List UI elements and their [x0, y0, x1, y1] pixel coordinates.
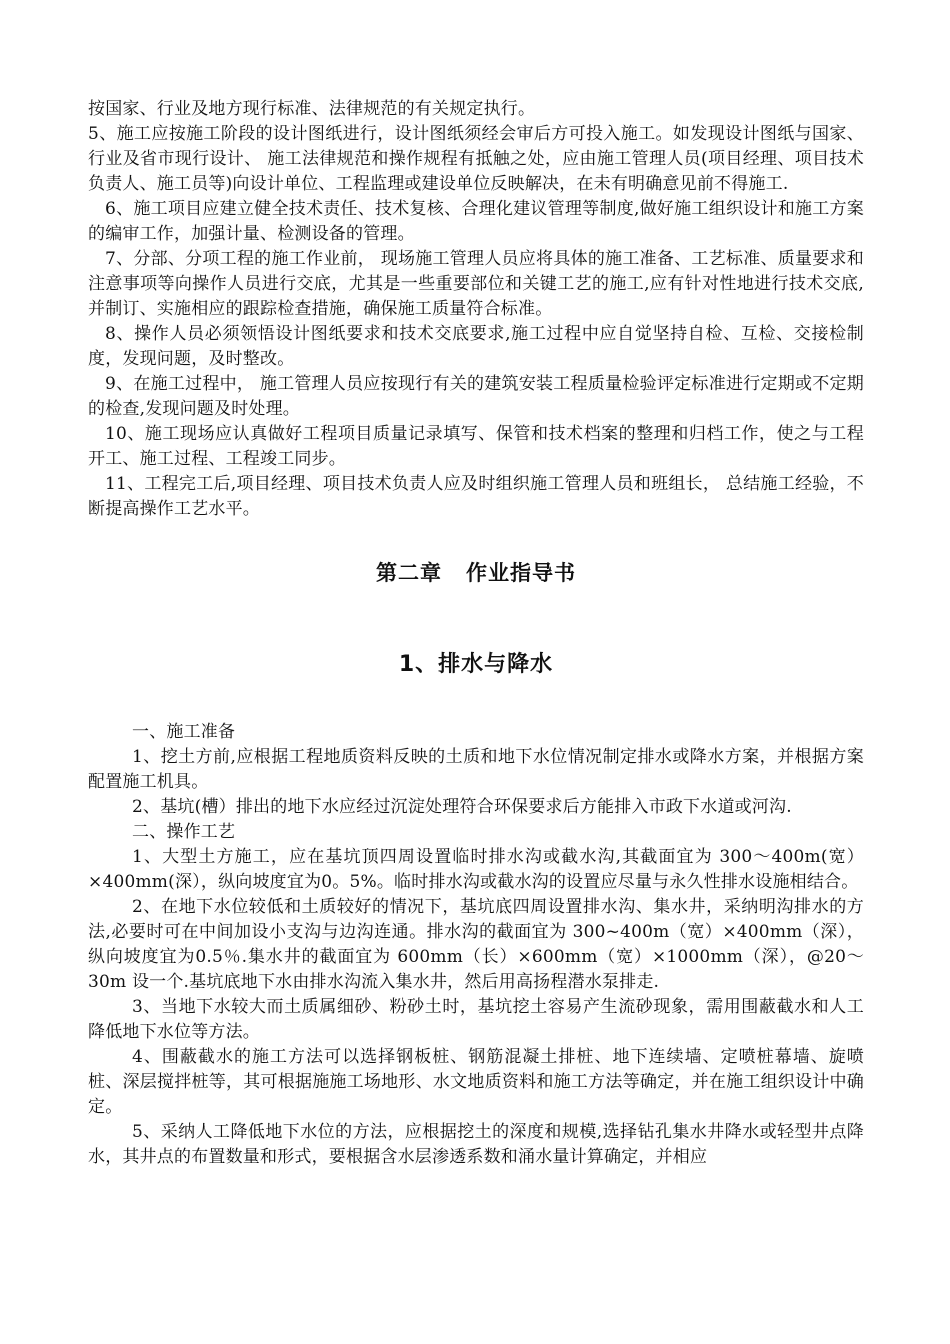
- intro-paragraph-5: 5、施工应按施工阶段的设计图纸进行，设计图纸须经会审后方可投入施工。如发现设计图纸与国家、行业及省市现行设计、 施工法律规范和操作规程有抵触之处，应由施工管理人员(项目经理、项目技术负责人、施工员等)向设计单位、工程监理或建设单位反映解决，在未有明确意见前不得施工.: [88, 124, 864, 194]
- body-paragraph: 1、挖土方前,应根据工程地质资料反映的土质和地下水位情况制定排水或降水方案，并根据方案配置施工机具。: [88, 747, 864, 792]
- intro-paragraph-11: 11、工程完工后,项目经理、项目技术负责人应及时组织施工管理人员和班组长， 总结施工经验，不断提高操作工艺水平。: [88, 474, 864, 519]
- intro-paragraph-10: 10、施工现场应认真做好工程项目质量记录填写、保管和技术档案的整理和归档工作，使之与工程开工、施工过程、工程竣工同步。: [88, 424, 864, 469]
- intro-paragraph-6: 6、施工项目应建立健全技术责任、技术复核、合理化建议管理等制度,做好施工组织设计和施工方案的编审工作，加强计量、检测设备的管理。: [88, 199, 864, 244]
- body-paragraph: 3、当地下水较大而土质属细砂、粉砂土时，基坑挖土容易产生流砂现象，需用围蔽截水和人工降低地下水位等方法。: [88, 997, 864, 1042]
- section-heading: 1、排水与降水: [398, 652, 554, 677]
- subheading-process: 二、操作工艺: [132, 822, 236, 842]
- intro-paragraph-8: 8、操作人员必须领悟设计图纸要求和技术交底要求,施工过程中应自觉坚持自检、互检、交接检制度，发现问题，及时整改。: [88, 324, 864, 369]
- document-page: [88, 97, 864, 1170]
- chapter-title: 作业指导书: [466, 561, 576, 585]
- body-paragraph: 5、采纳人工降低地下水位的方法，应根据挖土的深度和规模,选择钻孔集水井降水或轻型井点降水，其井点的布置数量和形式，要根据含水层渗透系数和涌水量计算确定，并相应: [88, 1122, 864, 1167]
- intro-paragraph-9: 9、在施工过程中， 施工管理人员应按现行有关的建筑安装工程质量检验评定标准进行定期或不定期的检查,发现问题及时处理。: [88, 374, 864, 419]
- body-paragraph: 1、大型土方施工，应在基坑顶四周设置临时排水沟或截水沟,其截面宜为 300～400m(宽）×400mm(深），纵向坡度宜为0。5%。临时排水沟或截水沟的设置应尽量与永久性排水设施相结合。: [88, 847, 864, 892]
- body-paragraph: 2、在地下水位较低和土质较好的情况下，基坑底四周设置排水沟、集水井，采纳明沟排水的方法,必要时可在中间加设小支沟与边沟连通。排水沟的截面宜为 300~400m（宽）×400mm（深），纵向坡度宜为0.5％.集水井的截面宜为 600mm（长）×600mm（宽）×1000mm（深），@20～30m 设一个.基坑底地下水由排水沟流入集水井，然后用高扬程潜水泵排走.: [88, 897, 864, 992]
- chapter-heading: [88, 558, 864, 588]
- body-paragraph: 2、基坑(槽）排出的地下水应经过沉淀处理符合环保要求后方能排入市政下水道或河沟.: [132, 797, 792, 817]
- section-body: [88, 720, 864, 1170]
- subheading-preparation: 一、施工准备: [132, 722, 236, 742]
- chapter-number: 第二章: [376, 561, 442, 585]
- body-paragraph: 4、围蔽截水的施工方法可以选择钢板桩、钢筋混凝土排桩、地下连续墙、定喷桩幕墙、旋喷桩、深层搅拌桩等，其可根据施施工场地形、水文地质资料和施工方法等确定，并在施工组织设计中确定。: [88, 1047, 864, 1117]
- intro-paragraph-7: 7、分部、分项工程的施工作业前， 现场施工管理人员应将具体的施工准备、工艺标准、质量要求和注意事项等向操作人员进行交底，尤其是一些重要部位和关键工艺的施工,应有针对性地进行技术交底,并制订、实施相应的跟踪检查措施，确保施工质量符合标准。: [88, 249, 864, 319]
- intro-paragraph-continuation: 按国家、行业及地方现行标准、法律规范的有关规定执行。: [88, 99, 536, 119]
